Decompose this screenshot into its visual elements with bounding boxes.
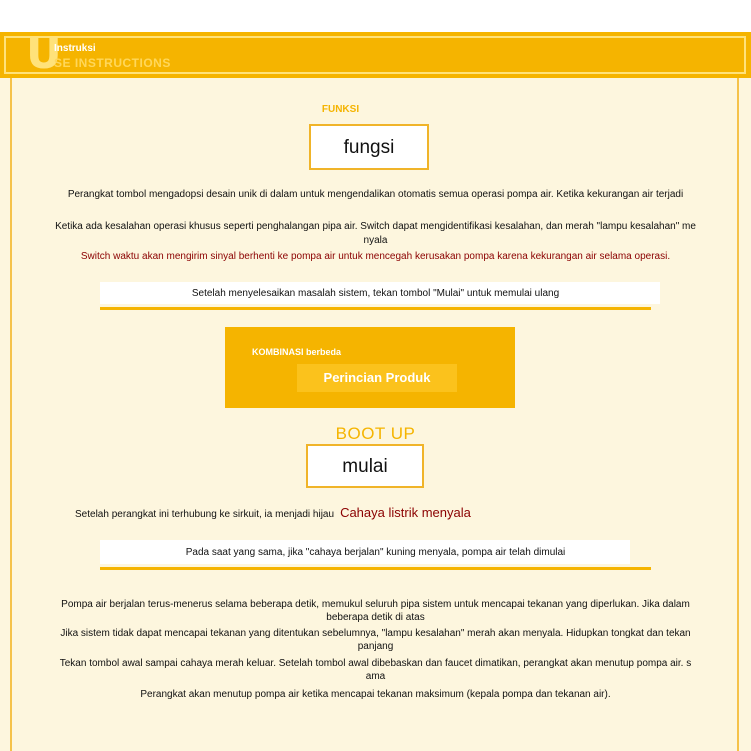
promo-caption: KOMBINASI berbeda xyxy=(252,347,342,357)
boot-title-box xyxy=(306,444,424,488)
function-divider xyxy=(100,307,651,310)
function-text-line-1: Perangkat tombol mengadopsi desain unik di dalam untuk mengendalikan otomatis semua operasi pompa air. Ketika kekurangan air terjadi xyxy=(67,189,684,200)
boot-running-line: Pada saat yang sama, jika "cahaya berjalan" kuning menyala, pompa air telah dimulai xyxy=(185,547,566,558)
boot-paragraph-line-1: Pompa air berjalan terus-menerus selama beberapa detik, memukul seluruh pipa sistem untuk mencapai tekanan yang diperlukan. Jika dalam xyxy=(61,599,690,610)
function-section-label: FUNKSI xyxy=(321,104,360,115)
function-restart-line: Setelah menyelesaikan masalah sistem, tekan tombol "Mulai" untuk memulai ulang xyxy=(191,288,560,299)
function-text-line-2-cont: nyala xyxy=(363,235,388,246)
header-subtitle: SE INSTRUCTIONS xyxy=(54,56,171,70)
boot-paragraph-line-5: Tekan tombol awal sampai cahaya merah keluar. Setelah tombol awal dibebaskan dan faucet dimatikan, perangkat akan menutup pompa air. s xyxy=(59,658,692,669)
boot-status-highlight: Cahaya listrik menyala xyxy=(340,505,471,520)
boot-title: mulai xyxy=(342,456,388,477)
right-border-line xyxy=(737,78,739,751)
function-title-box xyxy=(309,124,429,170)
function-warning-line: Switch waktu akan mengirim sinyal berhenti ke pompa air untuk mencegah kerusakan pompa karena kekurangan air selama operasi. xyxy=(80,251,671,262)
boot-paragraph-line-3: Jika sistem tidak dapat mencapai tekanan yang ditentukan sebelumnya, "lampu kesalahan" merah akan menyala. Hidupkan tongkat dan tekan xyxy=(60,628,691,639)
boot-divider xyxy=(100,567,651,570)
left-border-line xyxy=(10,78,12,751)
boot-paragraph-line-2: beberapa detik di atas xyxy=(326,612,425,623)
function-text-line-2: Ketika ada kesalahan operasi khusus seperti penghalangan pipa air. Switch dapat mengidentifikasi kesalahan, dan merah "lampu kesalahan" me xyxy=(55,221,696,232)
boot-paragraph-line-6: ama xyxy=(365,671,386,682)
boot-status-text: Setelah perangkat ini terhubung ke sirkuit, ia menjadi hijau xyxy=(75,509,335,520)
boot-status-line xyxy=(40,507,746,521)
boot-paragraph-line-7: Perangkat akan menutup pompa air ketika mencapai tekanan maksimum (kepala pompa dan tekanan air). xyxy=(140,689,611,700)
header-title: Instruksi xyxy=(54,43,96,54)
function-title: fungsi xyxy=(343,137,395,158)
boot-section-label: BOOT UP xyxy=(335,424,416,443)
product-detail-button[interactable]: Perincian Produk xyxy=(297,364,457,392)
boot-paragraph-line-4: panjang xyxy=(357,641,394,652)
header-logo-letter: U xyxy=(26,28,62,79)
